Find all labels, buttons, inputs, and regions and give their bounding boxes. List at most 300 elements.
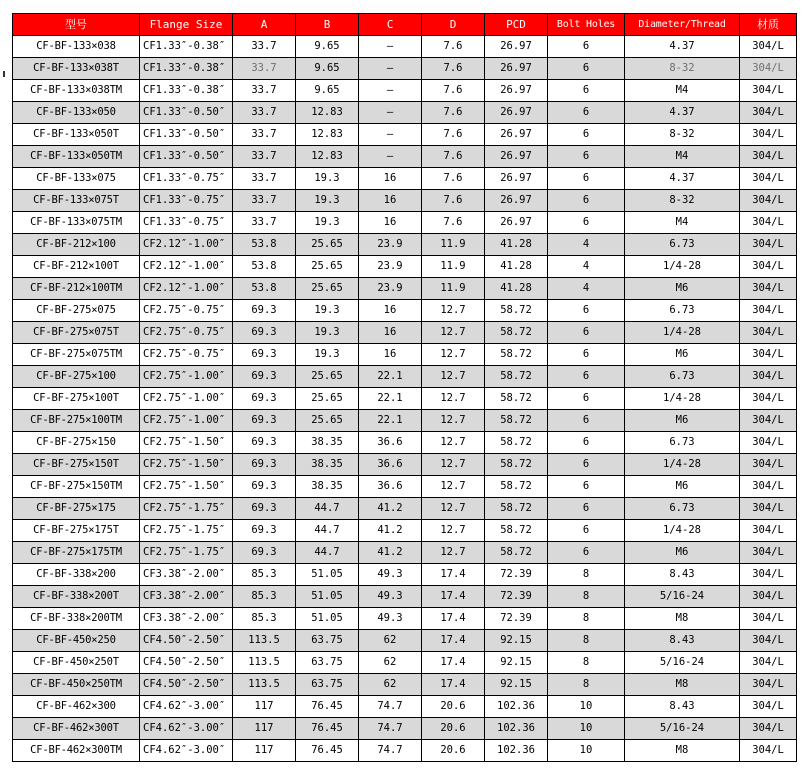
cell-flange-size: CF1.33″-0.38″ bbox=[140, 80, 233, 102]
cell-pcd: 26.97 bbox=[485, 36, 548, 58]
cell-model: CF-BF-338×200T bbox=[13, 586, 140, 608]
cell-d: 7.6 bbox=[422, 36, 485, 58]
cell-bolt-holes: 6 bbox=[548, 58, 625, 80]
cell-c: 16 bbox=[359, 322, 422, 344]
cell-material: 304/L bbox=[740, 630, 797, 652]
table-row bbox=[13, 278, 797, 300]
header-b: B bbox=[296, 14, 359, 36]
cell-flange-size: CF2.75″-1.50″ bbox=[140, 432, 233, 454]
cell-b: 44.7 bbox=[296, 542, 359, 564]
table-row bbox=[13, 652, 797, 674]
cell-bolt-holes: 6 bbox=[548, 410, 625, 432]
cell-diameter-thread: 4.37 bbox=[625, 102, 740, 124]
cell-diameter-thread: 8-32 bbox=[625, 58, 740, 80]
header-material: 材质 bbox=[740, 14, 797, 36]
cell-flange-size: CF1.33″-0.75″ bbox=[140, 190, 233, 212]
header-c: C bbox=[359, 14, 422, 36]
cell-material: 304/L bbox=[740, 652, 797, 674]
cell-diameter-thread: M4 bbox=[625, 146, 740, 168]
cell-pcd: 58.72 bbox=[485, 410, 548, 432]
cell-bolt-holes: 10 bbox=[548, 696, 625, 718]
cell-c: 49.3 bbox=[359, 586, 422, 608]
cell-material: 304/L bbox=[740, 454, 797, 476]
cell-c: — bbox=[359, 124, 422, 146]
cell-pcd: 58.72 bbox=[485, 520, 548, 542]
cell-a: 69.3 bbox=[233, 322, 296, 344]
cell-b: 12.83 bbox=[296, 124, 359, 146]
cell-material: 304/L bbox=[740, 212, 797, 234]
cell-diameter-thread: M8 bbox=[625, 740, 740, 762]
cell-flange-size: CF2.75″-0.75″ bbox=[140, 322, 233, 344]
cell-bolt-holes: 8 bbox=[548, 608, 625, 630]
cell-model: CF-BF-275×100T bbox=[13, 388, 140, 410]
cell-c: 16 bbox=[359, 190, 422, 212]
cell-material: 304/L bbox=[740, 608, 797, 630]
cell-model: CF-BF-133×050TM bbox=[13, 146, 140, 168]
cell-bolt-holes: 6 bbox=[548, 520, 625, 542]
cell-d: 17.4 bbox=[422, 608, 485, 630]
cell-pcd: 102.36 bbox=[485, 718, 548, 740]
cell-material: 304/L bbox=[740, 388, 797, 410]
cell-c: 41.2 bbox=[359, 498, 422, 520]
cell-d: 17.4 bbox=[422, 630, 485, 652]
cell-diameter-thread: M4 bbox=[625, 212, 740, 234]
cell-d: 7.6 bbox=[422, 146, 485, 168]
cell-flange-size: CF4.50″-2.50″ bbox=[140, 652, 233, 674]
cell-pcd: 58.72 bbox=[485, 366, 548, 388]
cell-model: CF-BF-275×075 bbox=[13, 300, 140, 322]
cell-flange-size: CF1.33″-0.38″ bbox=[140, 58, 233, 80]
cell-model: CF-BF-133×075 bbox=[13, 168, 140, 190]
cell-c: 22.1 bbox=[359, 388, 422, 410]
cell-d: 12.7 bbox=[422, 322, 485, 344]
cell-diameter-thread: 6.73 bbox=[625, 498, 740, 520]
cell-a: 69.3 bbox=[233, 300, 296, 322]
cell-model: CF-BF-275×150 bbox=[13, 432, 140, 454]
cell-d: 12.7 bbox=[422, 432, 485, 454]
cell-d: 12.7 bbox=[422, 344, 485, 366]
table-row bbox=[13, 322, 797, 344]
cell-material: 304/L bbox=[740, 542, 797, 564]
cell-diameter-thread: 6.73 bbox=[625, 300, 740, 322]
cell-diameter-thread: 6.73 bbox=[625, 234, 740, 256]
cell-material: 304/L bbox=[740, 190, 797, 212]
cell-bolt-holes: 6 bbox=[548, 300, 625, 322]
spec-table-body bbox=[13, 36, 797, 762]
cell-b: 63.75 bbox=[296, 630, 359, 652]
cell-flange-size: CF2.75″-1.75″ bbox=[140, 542, 233, 564]
cell-bolt-holes: 6 bbox=[548, 542, 625, 564]
cell-bolt-holes: 6 bbox=[548, 454, 625, 476]
cell-a: 85.3 bbox=[233, 608, 296, 630]
cell-b: 19.3 bbox=[296, 212, 359, 234]
table-row bbox=[13, 256, 797, 278]
cell-bolt-holes: 8 bbox=[548, 674, 625, 696]
cell-b: 9.65 bbox=[296, 58, 359, 80]
cell-diameter-thread: M8 bbox=[625, 608, 740, 630]
cell-a: 69.3 bbox=[233, 542, 296, 564]
cell-model: CF-BF-275×150TM bbox=[13, 476, 140, 498]
table-row bbox=[13, 146, 797, 168]
cell-b: 25.65 bbox=[296, 366, 359, 388]
cell-bolt-holes: 6 bbox=[548, 476, 625, 498]
cell-model: CF-BF-462×300T bbox=[13, 718, 140, 740]
cell-b: 19.3 bbox=[296, 300, 359, 322]
cell-diameter-thread: M8 bbox=[625, 674, 740, 696]
cell-diameter-thread: M6 bbox=[625, 410, 740, 432]
cell-diameter-thread: 1/4-28 bbox=[625, 322, 740, 344]
table-row bbox=[13, 696, 797, 718]
cell-c: 74.7 bbox=[359, 696, 422, 718]
cell-c: 23.9 bbox=[359, 234, 422, 256]
cell-b: 19.3 bbox=[296, 344, 359, 366]
header-flange-size: Flange Size bbox=[140, 14, 233, 36]
cell-b: 63.75 bbox=[296, 674, 359, 696]
cell-b: 38.35 bbox=[296, 476, 359, 498]
cell-c: 16 bbox=[359, 212, 422, 234]
cell-c: 41.2 bbox=[359, 542, 422, 564]
table-row bbox=[13, 344, 797, 366]
cell-b: 76.45 bbox=[296, 696, 359, 718]
cell-model: CF-BF-133×050 bbox=[13, 102, 140, 124]
cell-a: 33.7 bbox=[233, 102, 296, 124]
cell-flange-size: CF4.62″-3.00″ bbox=[140, 718, 233, 740]
cell-diameter-thread: M4 bbox=[625, 80, 740, 102]
cell-pcd: 92.15 bbox=[485, 652, 548, 674]
cell-model: CF-BF-462×300TM bbox=[13, 740, 140, 762]
cell-d: 12.7 bbox=[422, 542, 485, 564]
cell-c: 36.6 bbox=[359, 432, 422, 454]
cell-pcd: 58.72 bbox=[485, 542, 548, 564]
cell-material: 304/L bbox=[740, 168, 797, 190]
cell-d: 7.6 bbox=[422, 124, 485, 146]
cell-b: 44.7 bbox=[296, 498, 359, 520]
cell-material: 304/L bbox=[740, 322, 797, 344]
cell-flange-size: CF1.33″-0.50″ bbox=[140, 146, 233, 168]
table-row bbox=[13, 718, 797, 740]
cell-b: 44.7 bbox=[296, 520, 359, 542]
cell-pcd: 26.97 bbox=[485, 146, 548, 168]
cell-material: 304/L bbox=[740, 124, 797, 146]
cell-a: 33.7 bbox=[233, 58, 296, 80]
cell-d: 12.7 bbox=[422, 388, 485, 410]
cell-material: 304/L bbox=[740, 146, 797, 168]
cell-model: CF-BF-450×250T bbox=[13, 652, 140, 674]
cell-pcd: 26.97 bbox=[485, 124, 548, 146]
cell-c: 49.3 bbox=[359, 564, 422, 586]
cell-model: CF-BF-338×200TM bbox=[13, 608, 140, 630]
cell-diameter-thread: 4.37 bbox=[625, 36, 740, 58]
cell-bolt-holes: 6 bbox=[548, 102, 625, 124]
cell-pcd: 58.72 bbox=[485, 432, 548, 454]
cell-bolt-holes: 6 bbox=[548, 190, 625, 212]
cell-pcd: 41.28 bbox=[485, 278, 548, 300]
cell-a: 113.5 bbox=[233, 652, 296, 674]
cell-material: 304/L bbox=[740, 410, 797, 432]
table-row bbox=[13, 388, 797, 410]
cell-a: 113.5 bbox=[233, 674, 296, 696]
cell-flange-size: CF1.33″-0.75″ bbox=[140, 212, 233, 234]
cell-material: 304/L bbox=[740, 498, 797, 520]
cell-pcd: 58.72 bbox=[485, 476, 548, 498]
cell-model: CF-BF-212×100 bbox=[13, 234, 140, 256]
cell-material: 304/L bbox=[740, 234, 797, 256]
cell-pcd: 92.15 bbox=[485, 630, 548, 652]
cell-bolt-holes: 6 bbox=[548, 168, 625, 190]
cell-a: 69.3 bbox=[233, 520, 296, 542]
cell-a: 69.3 bbox=[233, 476, 296, 498]
cell-diameter-thread: M6 bbox=[625, 278, 740, 300]
cell-c: — bbox=[359, 102, 422, 124]
cell-d: 12.7 bbox=[422, 498, 485, 520]
table-row bbox=[13, 80, 797, 102]
cell-flange-size: CF2.75″-1.00″ bbox=[140, 388, 233, 410]
cell-d: 20.6 bbox=[422, 740, 485, 762]
cell-bolt-holes: 4 bbox=[548, 278, 625, 300]
cell-diameter-thread: 5/16-24 bbox=[625, 586, 740, 608]
cell-a: 33.7 bbox=[233, 168, 296, 190]
cell-model: CF-BF-275×175T bbox=[13, 520, 140, 542]
cell-c: 41.2 bbox=[359, 520, 422, 542]
cell-a: 33.7 bbox=[233, 36, 296, 58]
cell-flange-size: CF2.75″-1.00″ bbox=[140, 410, 233, 432]
table-row bbox=[13, 190, 797, 212]
cell-c: 62 bbox=[359, 652, 422, 674]
cell-a: 33.7 bbox=[233, 212, 296, 234]
cell-material: 304/L bbox=[740, 344, 797, 366]
cell-model: CF-BF-275×100TM bbox=[13, 410, 140, 432]
cell-flange-size: CF4.50″-2.50″ bbox=[140, 674, 233, 696]
cell-flange-size: CF2.75″-1.75″ bbox=[140, 520, 233, 542]
table-row bbox=[13, 586, 797, 608]
cell-d: 7.6 bbox=[422, 212, 485, 234]
cell-diameter-thread: 1/4-28 bbox=[625, 520, 740, 542]
cell-bolt-holes: 6 bbox=[548, 322, 625, 344]
cell-b: 9.65 bbox=[296, 80, 359, 102]
cell-pcd: 58.72 bbox=[485, 388, 548, 410]
cell-flange-size: CF2.75″-1.75″ bbox=[140, 498, 233, 520]
cell-diameter-thread: 5/16-24 bbox=[625, 718, 740, 740]
cell-diameter-thread: 8.43 bbox=[625, 630, 740, 652]
cell-b: 12.83 bbox=[296, 146, 359, 168]
cell-c: 62 bbox=[359, 674, 422, 696]
cell-a: 69.3 bbox=[233, 410, 296, 432]
cell-d: 11.9 bbox=[422, 234, 485, 256]
cell-a: 69.3 bbox=[233, 498, 296, 520]
cell-b: 25.65 bbox=[296, 410, 359, 432]
header-bolt-holes: Bolt Holes bbox=[548, 14, 625, 36]
cell-a: 69.3 bbox=[233, 432, 296, 454]
cell-d: 17.4 bbox=[422, 652, 485, 674]
table-row bbox=[13, 168, 797, 190]
cell-flange-size: CF2.75″-1.50″ bbox=[140, 476, 233, 498]
cell-b: 12.83 bbox=[296, 102, 359, 124]
cell-flange-size: CF4.50″-2.50″ bbox=[140, 630, 233, 652]
cell-flange-size: CF2.75″-1.00″ bbox=[140, 366, 233, 388]
cell-model: CF-BF-275×075T bbox=[13, 322, 140, 344]
header-row bbox=[13, 14, 797, 36]
cell-a: 33.7 bbox=[233, 80, 296, 102]
cell-flange-size: CF2.75″-0.75″ bbox=[140, 344, 233, 366]
cell-d: 12.7 bbox=[422, 410, 485, 432]
cell-bolt-holes: 6 bbox=[548, 366, 625, 388]
cell-d: 12.7 bbox=[422, 366, 485, 388]
cell-model: CF-BF-133×075TM bbox=[13, 212, 140, 234]
table-row bbox=[13, 630, 797, 652]
cell-flange-size: CF2.12″-1.00″ bbox=[140, 256, 233, 278]
cell-flange-size: CF1.33″-0.75″ bbox=[140, 168, 233, 190]
cell-diameter-thread: 6.73 bbox=[625, 432, 740, 454]
cell-diameter-thread: M6 bbox=[625, 542, 740, 564]
table-row bbox=[13, 432, 797, 454]
cell-b: 76.45 bbox=[296, 740, 359, 762]
cell-d: 17.4 bbox=[422, 674, 485, 696]
cell-material: 304/L bbox=[740, 278, 797, 300]
cell-bolt-holes: 8 bbox=[548, 586, 625, 608]
cell-a: 69.3 bbox=[233, 366, 296, 388]
cell-pcd: 102.36 bbox=[485, 696, 548, 718]
cell-a: 85.3 bbox=[233, 586, 296, 608]
cell-flange-size: CF3.38″-2.00″ bbox=[140, 586, 233, 608]
cell-b: 51.05 bbox=[296, 586, 359, 608]
cell-c: 49.3 bbox=[359, 608, 422, 630]
table-row bbox=[13, 740, 797, 762]
cell-pcd: 58.72 bbox=[485, 454, 548, 476]
cell-diameter-thread: 6.73 bbox=[625, 366, 740, 388]
cell-material: 304/L bbox=[740, 300, 797, 322]
cell-material: 304/L bbox=[740, 476, 797, 498]
header-d: D bbox=[422, 14, 485, 36]
cell-b: 38.35 bbox=[296, 432, 359, 454]
table-row bbox=[13, 542, 797, 564]
cell-bolt-holes: 4 bbox=[548, 234, 625, 256]
cell-b: 19.3 bbox=[296, 168, 359, 190]
cell-d: 7.6 bbox=[422, 168, 485, 190]
cell-a: 117 bbox=[233, 718, 296, 740]
cell-pcd: 102.36 bbox=[485, 740, 548, 762]
cell-diameter-thread: 5/16-24 bbox=[625, 652, 740, 674]
cell-diameter-thread: 1/4-28 bbox=[625, 388, 740, 410]
cell-pcd: 72.39 bbox=[485, 564, 548, 586]
cell-d: 11.9 bbox=[422, 256, 485, 278]
cell-pcd: 26.97 bbox=[485, 168, 548, 190]
cell-flange-size: CF1.33″-0.38″ bbox=[140, 36, 233, 58]
cell-pcd: 72.39 bbox=[485, 608, 548, 630]
cell-diameter-thread: 8.43 bbox=[625, 564, 740, 586]
cell-bolt-holes: 6 bbox=[548, 36, 625, 58]
table-row bbox=[13, 36, 797, 58]
cell-c: 36.6 bbox=[359, 454, 422, 476]
cell-pcd: 58.72 bbox=[485, 322, 548, 344]
cell-bolt-holes: 6 bbox=[548, 432, 625, 454]
cell-pcd: 26.97 bbox=[485, 80, 548, 102]
table-row bbox=[13, 300, 797, 322]
cell-c: 23.9 bbox=[359, 278, 422, 300]
table-row bbox=[13, 102, 797, 124]
cell-a: 117 bbox=[233, 740, 296, 762]
cell-c: — bbox=[359, 58, 422, 80]
cell-b: 25.65 bbox=[296, 234, 359, 256]
cell-b: 51.05 bbox=[296, 564, 359, 586]
cell-a: 33.7 bbox=[233, 124, 296, 146]
cell-a: 69.3 bbox=[233, 454, 296, 476]
cell-material: 304/L bbox=[740, 586, 797, 608]
cell-model: CF-BF-275×175TM bbox=[13, 542, 140, 564]
cell-c: 22.1 bbox=[359, 366, 422, 388]
cell-a: 85.3 bbox=[233, 564, 296, 586]
cell-bolt-holes: 10 bbox=[548, 740, 625, 762]
cell-a: 33.7 bbox=[233, 146, 296, 168]
cell-b: 76.45 bbox=[296, 718, 359, 740]
spec-table-container bbox=[12, 13, 797, 762]
cell-material: 304/L bbox=[740, 102, 797, 124]
cell-b: 19.3 bbox=[296, 190, 359, 212]
cell-d: 12.7 bbox=[422, 300, 485, 322]
cell-b: 19.3 bbox=[296, 322, 359, 344]
cell-material: 304/L bbox=[740, 520, 797, 542]
cell-diameter-thread: M6 bbox=[625, 344, 740, 366]
header-a: A bbox=[233, 14, 296, 36]
cell-a: 33.7 bbox=[233, 190, 296, 212]
cell-model: CF-BF-133×038 bbox=[13, 36, 140, 58]
cell-material: 304/L bbox=[740, 80, 797, 102]
cell-pcd: 26.97 bbox=[485, 212, 548, 234]
cell-pcd: 72.39 bbox=[485, 586, 548, 608]
table-row bbox=[13, 124, 797, 146]
row-marker bbox=[3, 71, 5, 77]
cell-bolt-holes: 8 bbox=[548, 564, 625, 586]
cell-model: CF-BF-212×100TM bbox=[13, 278, 140, 300]
cell-model: CF-BF-133×050T bbox=[13, 124, 140, 146]
table-row bbox=[13, 366, 797, 388]
cell-pcd: 26.97 bbox=[485, 58, 548, 80]
cell-c: 22.1 bbox=[359, 410, 422, 432]
cell-model: CF-BF-275×175 bbox=[13, 498, 140, 520]
cell-d: 12.7 bbox=[422, 520, 485, 542]
table-row bbox=[13, 476, 797, 498]
cell-flange-size: CF4.62″-3.00″ bbox=[140, 696, 233, 718]
cell-d: 17.4 bbox=[422, 564, 485, 586]
cell-bolt-holes: 6 bbox=[548, 212, 625, 234]
cell-pcd: 58.72 bbox=[485, 300, 548, 322]
cell-model: CF-BF-450×250TM bbox=[13, 674, 140, 696]
table-row bbox=[13, 608, 797, 630]
cell-flange-size: CF3.38″-2.00″ bbox=[140, 608, 233, 630]
cell-a: 69.3 bbox=[233, 388, 296, 410]
cell-c: 74.7 bbox=[359, 740, 422, 762]
cell-a: 53.8 bbox=[233, 278, 296, 300]
cell-model: CF-BF-275×100 bbox=[13, 366, 140, 388]
cell-c: 16 bbox=[359, 168, 422, 190]
cell-a: 69.3 bbox=[233, 344, 296, 366]
cell-d: 7.6 bbox=[422, 102, 485, 124]
cell-material: 304/L bbox=[740, 58, 797, 80]
cell-bolt-holes: 6 bbox=[548, 498, 625, 520]
cell-model: CF-BF-338×200 bbox=[13, 564, 140, 586]
cell-material: 304/L bbox=[740, 564, 797, 586]
table-row bbox=[13, 520, 797, 542]
cell-flange-size: CF1.33″-0.50″ bbox=[140, 124, 233, 146]
table-row bbox=[13, 454, 797, 476]
cell-a: 53.8 bbox=[233, 234, 296, 256]
cell-pcd: 58.72 bbox=[485, 344, 548, 366]
cell-model: CF-BF-462×300 bbox=[13, 696, 140, 718]
cell-flange-size: CF2.75″-0.75″ bbox=[140, 300, 233, 322]
cell-d: 20.6 bbox=[422, 718, 485, 740]
cell-pcd: 26.97 bbox=[485, 190, 548, 212]
cell-diameter-thread: 8-32 bbox=[625, 124, 740, 146]
cell-pcd: 26.97 bbox=[485, 102, 548, 124]
